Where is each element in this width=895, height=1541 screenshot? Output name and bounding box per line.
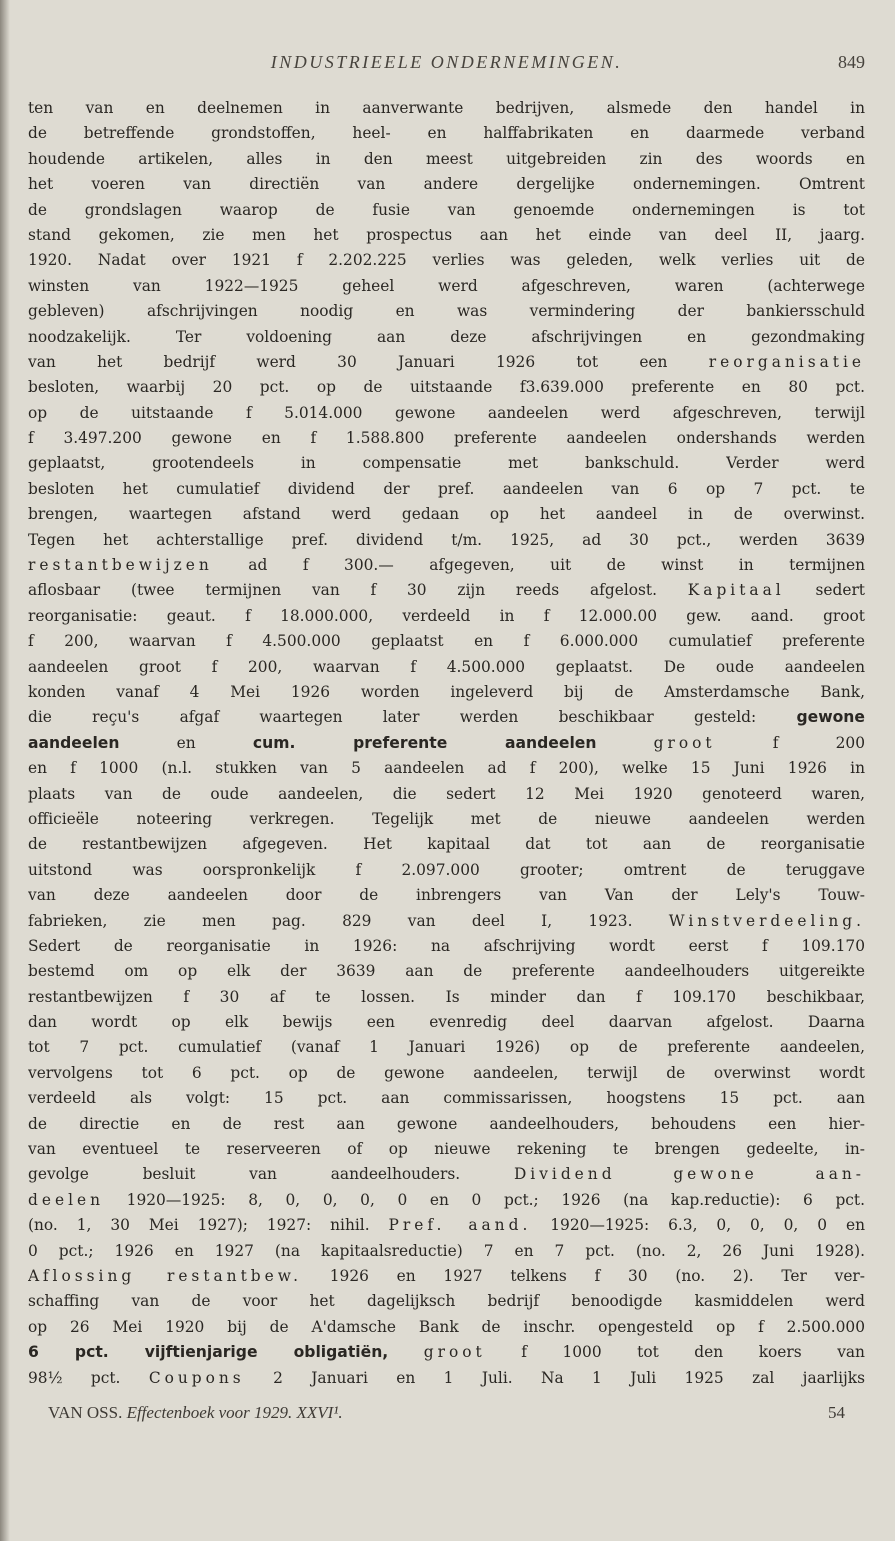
text-run: die reçu's afgaf waartegen later werden beschikbaar gesteld:: [28, 708, 797, 727]
text-line: [28, 731, 865, 756]
text-line: ten van en deelnemen in aanverwante bedrijven, alsmede den handel in: [28, 99, 865, 117]
text-line: [28, 705, 865, 730]
text-run: [596, 734, 653, 752]
footer-source: [48, 1403, 343, 1423]
text-line: brengen, waartegen afstand werd gedaan op het aandeel in de overwinst.: [28, 505, 865, 524]
text-line: [28, 1188, 865, 1213]
text-run: gevolge besluit van aandeelhouders.: [28, 1165, 514, 1184]
body-text: [28, 96, 865, 1391]
text-line: op de uitstaande f 5.014.000 gewone aandeelen werd afgeschreven, terwijl: [28, 403, 865, 422]
page-footer: [28, 1403, 865, 1429]
text-run: aflosbaar (twee termijnen van f 30 zijn reeds afgelost.: [28, 581, 688, 600]
text-line: 0 pct.; 1926 en 1927 (na kapitaalsreductie) 7 en 7 pct. (no. 2, 26 Juni 1928).: [28, 1241, 865, 1260]
text-run: 1926 en 1927 telkens f 30 (no. 2). Ter ver-: [301, 1266, 865, 1285]
text-run: 1920—1925: 6.3, 0, 0, 0, 0 en: [531, 1216, 865, 1235]
text-run: [388, 1343, 424, 1361]
text-line: [28, 578, 865, 603]
text-line: [28, 1162, 865, 1187]
text-line: [28, 1340, 865, 1365]
spaced-emphasis: Coupons: [148, 1368, 245, 1387]
text-line: en f 1000 (n.l. stukken van 5 aandeelen ad f 200), welke 15 Juni 1926 in: [28, 759, 865, 778]
text-line: f 3.497.200 gewone en f 1.588.800 preferente aandeelen ondershands werden: [28, 429, 865, 448]
text-line: de restantbewijzen afgegeven. Het kapitaal dat tot aan de reorganisatie: [28, 835, 865, 854]
text-line: geplaatst, grootendeels in compensatie met bankschuld. Verder werd: [28, 454, 865, 473]
text-line: aandeelen groot f 200, waarvan f 4.500.000 geplaatst. De oude aandeelen: [28, 657, 865, 676]
spaced-emphasis: Dividend gewone aan-: [513, 1165, 865, 1184]
text-line: 1920. Nadat over 1921 f 2.202.225 verlies was geleden, welk verlies uit de: [28, 251, 865, 270]
spaced-emphasis: reorganisatie: [708, 352, 865, 371]
spaced-emphasis: restantbewijzen: [28, 556, 213, 575]
text-line: plaats van de oude aandeelen, die sedert 12 Mei 1920 genoteerd waren,: [28, 784, 865, 803]
text-line: f 200, waarvan f 4.500.000 geplaatst en f 6.000.000 cumulatief preferente: [28, 632, 865, 651]
text-run: 2 Januari en 1 Juli. Na 1 Juli 1925 zal jaarlijks: [244, 1368, 865, 1387]
text-run: f 1000 tot den koers van: [485, 1343, 865, 1362]
text-line: houdende artikelen, alles in den meest uitgebreiden zin des woords en: [28, 149, 865, 168]
text-run: sedert: [784, 581, 865, 600]
text-line: Sedert de reorganisatie in 1926: na afschrijving wordt eerst f 109.170: [28, 936, 865, 955]
spaced-emphasis: deelen: [28, 1190, 105, 1209]
bold-emphasis: aandeelen: [28, 733, 120, 752]
text-line: van deze aandeelen door de inbrengers van Van der Lely's Touw-: [28, 886, 865, 905]
text-line: [28, 1213, 865, 1238]
text-line: [28, 1264, 865, 1289]
text-line: uitstond was oorspronkelijk f 2.097.000 grooter; omtrent de teruggave: [28, 860, 865, 879]
text-run: ad f 300.— afgegeven, uit de winst in termijnen: [212, 556, 865, 575]
text-line: stand gekomen, zie men het prospectus aan het einde van deel II, jaarg.: [28, 225, 865, 244]
text-line: winsten van 1922—1925 geheel werd afgeschreven, waren (achterwege: [28, 276, 865, 295]
text-line: schaffing van de voor het dagelijksch bedrijf benoodigde kasmiddelen werd: [28, 1292, 865, 1311]
bold-emphasis: cum. preferente aandeelen: [252, 733, 597, 752]
text-line: dan wordt op elk bewijs een evenredig deel daarvan afgelost. Daarna: [28, 1013, 865, 1032]
text-line: noodzakelijk. Ter voldoening aan deze afschrijvingen en gezondmaking: [28, 327, 865, 346]
text-run: fabrieken, zie men pag. 829 van deel I, 1923.: [28, 911, 669, 930]
text-line: [28, 909, 865, 934]
text-line: konden vanaf 4 Mei 1926 worden ingeleverd bij de Amsterdamsche Bank,: [28, 682, 865, 701]
spaced-emphasis: groot: [653, 733, 716, 752]
text-line: de betreffende grondstoffen, heel- en halffabrikaten en daarmede verband: [28, 124, 865, 143]
text-line: vervolgens tot 6 pct. op de gewone aandeelen, terwijl de overwinst wordt: [28, 1063, 865, 1082]
spaced-emphasis: Pref. aand.: [388, 1216, 532, 1235]
text-line: [28, 553, 865, 578]
text-run: (no. 1, 30 Mei 1927); 1927: nihil.: [28, 1216, 389, 1235]
page-number: 849: [838, 52, 865, 72]
text-run: 1920—1925: 8, 0, 0, 0, 0 en 0 pct.; 1926 (na kap.reductie): 6 pct.: [104, 1190, 865, 1209]
bold-emphasis: 6 pct. vijftienjarige obligatiën,: [28, 1343, 389, 1362]
text-line: Tegen het achterstallige pref. dividend t/m. 1925, ad 30 pct., werden 3639: [28, 530, 865, 549]
spaced-emphasis: groot: [423, 1343, 486, 1362]
text-line: bestemd om op elk der 3639 aan de preferente aandeelhouders uitgereikte: [28, 962, 865, 981]
text-line: [28, 350, 865, 375]
running-head: [28, 52, 865, 82]
text-run: van het bedrijf werd 30 Januari 1926 tot een: [28, 352, 709, 371]
spaced-emphasis: Winstverdeeling.: [668, 911, 865, 930]
text-line: de grondslagen waarop de fusie van genoemde ondernemingen is tot: [28, 200, 865, 219]
spaced-emphasis: Kapitaal: [687, 581, 785, 600]
text-run: f 200: [715, 733, 865, 752]
footer-volume: Effectenboek voor 1929. XXVI¹.: [126, 1402, 343, 1422]
text-line: officieële noteering verkregen. Tegelijk met de nieuwe aandeelen werden: [28, 809, 865, 828]
text-line: het voeren van directiën van andere dergelijke ondernemingen. Omtrent: [28, 175, 865, 194]
text-line: op 26 Mei 1920 bij de A'damsche Bank de inschr. opengesteld op f 2.500.000: [28, 1317, 865, 1336]
text-line: [28, 1366, 865, 1391]
text-line: restantbewijzen f 30 af te lossen. Is minder dan f 109.170 beschikbaar,: [28, 987, 865, 1006]
footer-author: VAN OSS.: [48, 1402, 123, 1422]
text-line: besloten, waarbij 20 pct. op de uitstaande f3.639.000 preferente en 80 pct.: [28, 378, 865, 397]
text-line: tot 7 pct. cumulatief (vanaf 1 Januari 1926) op de preferente aandeelen,: [28, 1038, 865, 1057]
text-line: reorganisatie: geaut. f 18.000.000, verdeeld in f 12.000.00 gew. aand. groot: [28, 606, 865, 625]
bold-emphasis: gewone: [796, 708, 865, 727]
text-run: 98½ pct.: [28, 1368, 149, 1387]
text-line: besloten het cumulatief dividend der pref. aandeelen van 6 op 7 pct. te: [28, 479, 865, 498]
text-line: van eventueel te reserveeren of op nieuwe rekening te brengen gedeelte, in-: [28, 1140, 865, 1159]
spaced-emphasis: Aflossing restantbew.: [28, 1266, 302, 1285]
running-head-title: INDUSTRIEELE ONDERNEMINGEN.: [270, 52, 623, 72]
text-line: de directie en de rest aan gewone aandeelhouders, behoudens een hier-: [28, 1114, 865, 1133]
footer-sheet-number: 54: [828, 1402, 845, 1422]
text-run: en: [119, 733, 253, 752]
text-line: verdeeld als volgt: 15 pct. aan commissarissen, hoogstens 15 pct. aan: [28, 1089, 865, 1108]
text-line: gebleven) afschrijvingen noodig en was vermindering der bankiersschuld: [28, 302, 865, 321]
